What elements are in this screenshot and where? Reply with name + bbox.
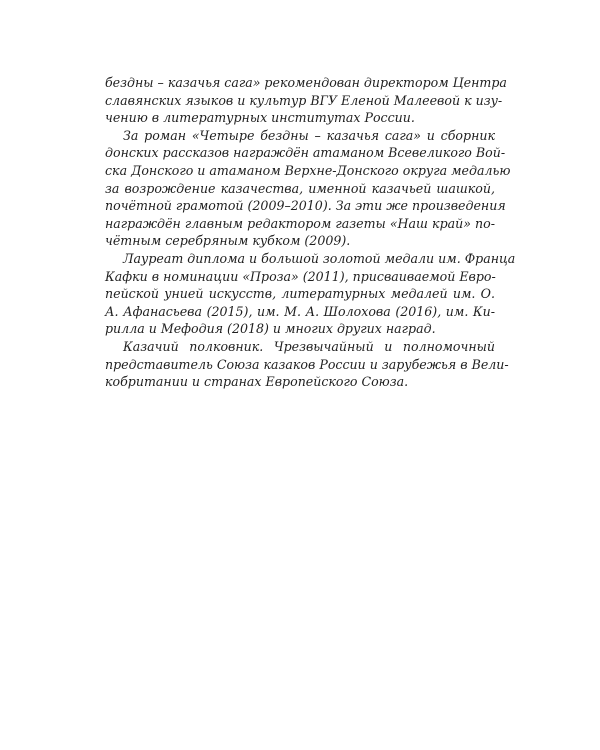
page-text — [105, 74, 516, 391]
text-line: пейской унией искусств, литературных медалей им. О. — [105, 286, 495, 302]
text-line: чётным серебряным кубком (2009). — [105, 233, 351, 249]
text-line: бездны – казачья сага» рекомендован директором Центра — [105, 75, 507, 90]
text-line: награждён главным редактором газеты «Наш край» по- — [105, 215, 495, 231]
text-line: ска Донского и атаманом Верхне-Донского округа медалью — [105, 162, 511, 178]
text-line: Лауреат диплома и большой золотой медали им. Франца — [123, 250, 516, 266]
text-line: за возрождение казачества, именной казачьей шашкой, — [105, 180, 495, 196]
text-line: За роман «Четыре бездны – казачья сага» и сборник — [123, 127, 495, 143]
paragraph — [105, 250, 516, 338]
text-line: Кафки в номинации «Проза» (2011), присваиваемой Евро- — [105, 268, 496, 284]
text-line: почётной грамотой (2009–2010). За эти же произведения — [105, 198, 506, 214]
paragraph — [105, 338, 509, 391]
text-line: кобритании и странах Европейского Союза. — [105, 374, 409, 390]
text-line: рилла и Мефодия (2018) и многих других наград. — [105, 321, 436, 337]
paragraph — [105, 127, 511, 250]
text-line: представитель Союза казаков России и зарубежья в Вели- — [105, 356, 509, 372]
text-line: А. Афанасьева (2015), им. М. А. Шолохова (2016), им. Ки- — [105, 303, 495, 319]
paragraph — [105, 74, 507, 127]
text-line: славянских языков и культур ВГУ Еленой Малеевой к изу- — [105, 92, 503, 108]
text-line: Казачий полковник. Чрезвычайный и полномочный — [123, 338, 495, 354]
text-line: чению в литературных институтах России. — [105, 110, 415, 126]
text-line: донских рассказов награждён атаманом Всевеликого Вой- — [105, 145, 506, 161]
